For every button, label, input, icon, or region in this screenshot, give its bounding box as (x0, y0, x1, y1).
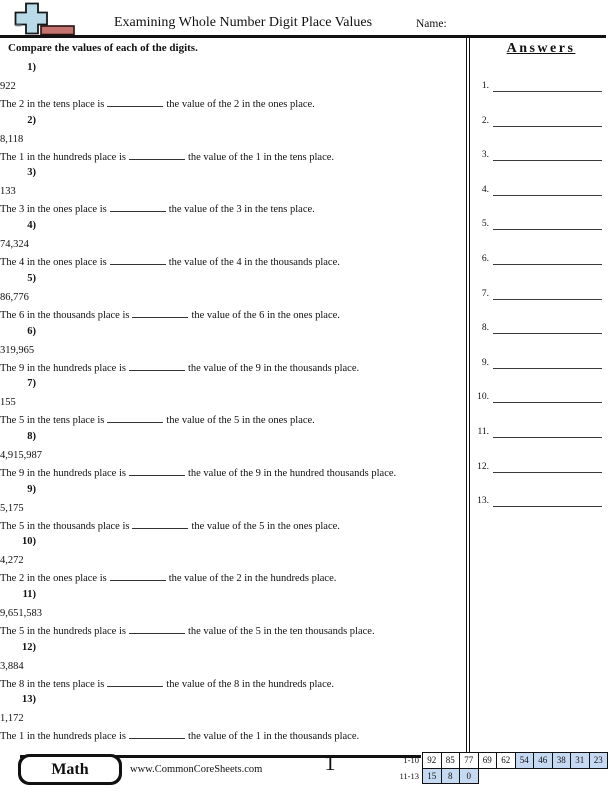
page-number: 1 (324, 750, 336, 775)
answer-blank-line (493, 390, 602, 403)
fill-in-blank (129, 728, 185, 739)
question-number: 9) (27, 483, 36, 495)
question-text (0, 518, 462, 535)
fill-in-blank (107, 676, 163, 687)
question-text (0, 96, 462, 113)
name-label: Name: (416, 18, 447, 30)
question-text-before-blank: The 5 in the hundreds place is (0, 626, 126, 637)
question-content (0, 133, 462, 166)
answer-number: 2. (481, 115, 489, 126)
question-value: 155 (0, 397, 16, 409)
question-text-after-blank: the value of the 5 in the ones place. (166, 415, 315, 427)
question-content (0, 712, 462, 745)
question-text-before-blank: The 1 in the hundreds place is (0, 151, 126, 163)
answer-number: 13. (477, 496, 489, 507)
answer-row (470, 320, 602, 334)
answer-blank-line (493, 494, 602, 507)
question-item (0, 589, 462, 640)
question-text-before-blank: The 9 in the hundreds place is (0, 467, 126, 479)
question-text-after-blank: the value of the 2 in the ones place. (166, 99, 315, 110)
fill-in-blank (129, 149, 185, 160)
answer-row (470, 493, 602, 507)
score-cell: 31 (570, 752, 590, 769)
answer-number: 4. (481, 184, 489, 195)
answer-number: 10. (477, 392, 489, 403)
question-text-before-blank: The 3 in the ones place is (0, 204, 107, 216)
page-title: Examining Whole Number Digit Place Values (114, 15, 373, 30)
question-content (0, 185, 462, 218)
fill-in-blank (129, 360, 185, 371)
fill-in-blank (110, 201, 166, 212)
question-text (0, 360, 462, 377)
score-cell: 23 (589, 752, 609, 769)
question-text (0, 676, 462, 693)
answer-row (470, 251, 602, 265)
question-item (0, 536, 462, 587)
grading-score-table (383, 752, 607, 784)
question-content (0, 660, 462, 693)
question-text (0, 254, 462, 271)
question-text-after-blank: the value of the 9 in the hundred thousands place. (187, 467, 397, 479)
answer-row (470, 147, 602, 161)
fill-in-blank (129, 623, 185, 634)
question-text-before-blank: The 1 in the hundreds place is (0, 731, 126, 743)
question-item (0, 273, 462, 324)
score-cell: 0 (459, 768, 479, 785)
question-content (0, 80, 462, 113)
score-cell: 46 (533, 752, 553, 769)
answer-blank-line (493, 425, 602, 438)
question-text-before-blank: The 2 in the tens place is (0, 99, 105, 110)
question-value: 5,175 (0, 502, 24, 514)
question-number: 8) (27, 430, 36, 442)
question-item (0, 378, 462, 429)
answer-blank-line (493, 217, 602, 230)
question-item (0, 484, 462, 535)
answer-number: 11. (477, 427, 489, 437)
question-content (0, 396, 462, 429)
plus-minus-logo-icon (12, 2, 80, 36)
answer-row (470, 389, 602, 403)
question-content (0, 449, 462, 482)
score-cell: 62 (496, 752, 516, 769)
question-number: 3) (27, 167, 36, 179)
question-text-after-blank: the value of the 9 in the thousands place. (187, 362, 360, 374)
answer-number: 3. (481, 150, 489, 161)
question-text (0, 412, 462, 429)
question-content (0, 238, 462, 271)
answer-row (470, 355, 602, 369)
question-number: 6) (27, 325, 36, 337)
commoncoresheets-logo (12, 2, 80, 36)
question-text-after-blank: the value of the 5 in the ones place. (191, 520, 340, 532)
question-text-before-blank: The 2 in the ones place is (0, 573, 107, 585)
question-text-before-blank: The 5 in the tens place is (0, 415, 105, 427)
answer-blank-line (493, 79, 602, 92)
question-number: 7) (27, 378, 36, 390)
fill-in-blank (110, 570, 166, 581)
score-cell: 8 (441, 768, 461, 785)
question-number: 5) (27, 272, 36, 284)
question-text-before-blank: The 8 in the tens place is (0, 678, 105, 690)
question-number: 12) (22, 641, 36, 653)
fill-in-blank (107, 412, 163, 423)
answer-blank-line (493, 321, 602, 334)
logo-minus-bar (41, 26, 74, 35)
answer-row (470, 78, 602, 92)
instruction-text: Compare the values of each of the digits. (8, 42, 198, 54)
question-text-after-blank: the value of the 6 in the ones place. (191, 309, 340, 321)
question-item (0, 62, 462, 113)
score-table-row (383, 752, 607, 769)
question-text (0, 307, 462, 324)
question-item (0, 220, 462, 271)
question-text-before-blank: The 9 in the hundreds place is (0, 362, 126, 374)
score-table-row (383, 768, 607, 785)
answer-row (470, 182, 602, 196)
question-text (0, 149, 462, 166)
question-number: 11) (22, 589, 36, 600)
question-value: 74,324 (0, 239, 29, 251)
question-text-after-blank: the value of the 2 in the hundreds place. (168, 573, 337, 585)
score-cell: 85 (441, 752, 461, 769)
answer-blank-line (493, 148, 602, 161)
question-number: 2) (27, 114, 36, 126)
question-number: 4) (27, 220, 36, 232)
question-item (0, 694, 462, 745)
question-text-after-blank: the value of the 1 in the thousands place. (187, 731, 360, 743)
answer-number: 9. (481, 357, 489, 368)
question-value: 8,118 (0, 133, 24, 145)
answer-row (470, 113, 602, 127)
fill-in-blank (132, 518, 188, 529)
question-item (0, 115, 462, 166)
score-cell: 15 (422, 768, 442, 785)
answer-row (470, 216, 602, 230)
score-row-label: 1-10 (403, 755, 419, 765)
question-text-after-blank: the value of the 5 in the ten thousands place. (187, 626, 375, 637)
question-text-after-blank: the value of the 4 in the thousands place. (168, 257, 340, 269)
score-cell: 38 (552, 752, 572, 769)
question-text (0, 465, 462, 482)
question-number: 13) (22, 694, 36, 706)
question-number: 1) (27, 62, 36, 73)
question-text (0, 570, 462, 587)
answer-blank-line (493, 287, 602, 300)
score-cell: 77 (459, 752, 479, 769)
question-value: 922 (0, 81, 16, 92)
answer-number: 5. (481, 219, 489, 230)
question-value: 4,915,987 (0, 449, 42, 461)
question-value: 319,965 (0, 344, 35, 356)
questions-section (0, 38, 466, 752)
fill-in-blank (110, 254, 166, 265)
score-cell: 54 (515, 752, 535, 769)
answer-row (470, 459, 602, 473)
question-text (0, 728, 462, 745)
answer-row (470, 286, 602, 300)
answer-number: 6. (481, 254, 489, 264)
question-value: 133 (0, 186, 16, 198)
answer-number: 1. (481, 81, 489, 91)
question-value: 86,776 (0, 291, 29, 303)
question-text (0, 623, 462, 640)
answer-number: 8. (481, 323, 489, 334)
question-item (0, 431, 462, 482)
answer-number: 7. (481, 288, 489, 299)
question-number: 10) (22, 536, 36, 548)
answer-blank-line (493, 114, 602, 127)
answer-blank-line (493, 183, 602, 196)
question-text-after-blank: the value of the 1 in the tens place. (187, 151, 335, 163)
question-text-after-blank: the value of the 3 in the tens place. (168, 204, 315, 216)
question-text-after-blank: the value of the 8 in the hundreds place. (166, 678, 335, 690)
question-content (0, 502, 462, 535)
question-value: 4,272 (0, 555, 24, 567)
answer-number: 12. (477, 461, 489, 472)
score-row-label: 11-13 (399, 770, 419, 781)
question-content (0, 344, 462, 377)
math-subject-badge (18, 754, 122, 785)
answer-blank-line (493, 460, 602, 473)
answer-blank-line (493, 252, 602, 265)
fill-in-blank (132, 307, 188, 318)
question-item (0, 326, 462, 377)
answer-row (470, 424, 602, 438)
logo-shadow (16, 25, 22, 27)
question-value: 1,172 (0, 713, 24, 725)
answers-title: Answers (506, 41, 576, 56)
question-value: 9,651,583 (0, 608, 42, 619)
question-content (0, 291, 462, 324)
math-subject-label: Math (21, 757, 119, 782)
question-text (0, 201, 462, 218)
score-cell: 69 (478, 752, 498, 769)
question-content (0, 554, 462, 587)
answer-blank-line (493, 356, 602, 369)
question-value: 3,884 (0, 660, 24, 672)
fill-in-blank (107, 96, 163, 107)
question-text-before-blank: The 4 in the ones place is (0, 257, 107, 269)
website-url: www.CommonCoreSheets.com (130, 764, 263, 775)
question-content (0, 607, 462, 640)
question-item (0, 642, 462, 693)
score-cell: 92 (422, 752, 442, 769)
fill-in-blank (129, 465, 185, 476)
question-item (0, 167, 462, 218)
question-text-before-blank: The 6 in the thousands place is (0, 309, 130, 321)
question-text-before-blank: The 5 in the thousands place is (0, 520, 130, 532)
